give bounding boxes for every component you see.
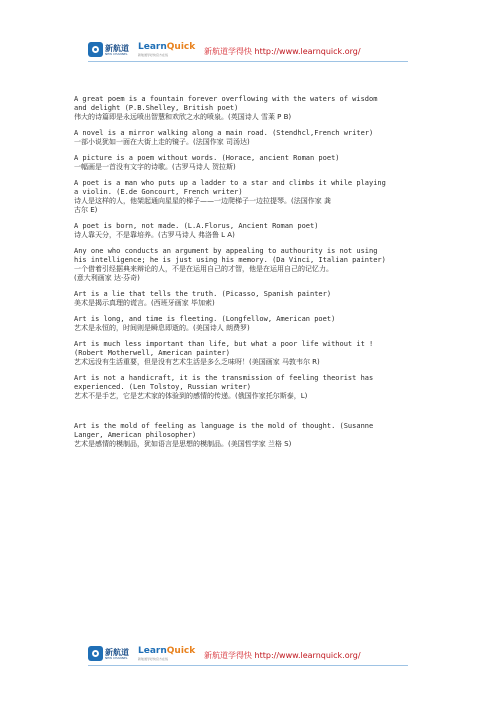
site-link[interactable]: http://www.learnquick.org/ <box>254 651 361 660</box>
site-link[interactable]: http://www.learnquick.org/ <box>254 47 361 56</box>
quote-entry <box>74 340 434 367</box>
quote-chinese: 美术是揭示真理的谎言。(西班牙画家 毕加索) <box>74 299 215 307</box>
quote-chinese: 诗人是这样的人，他架起通向星星的梯子——一边爬梯子一边拉提琴。(法国作家 龚 古尔 E) <box>74 197 331 214</box>
brand-sub: 新航道学好快官方在线 <box>138 657 169 661</box>
quote-entry <box>74 315 434 333</box>
quote-entry <box>74 179 434 215</box>
quote-entry <box>74 422 434 449</box>
quote-chinese: 伟大的诗篇即是永远喷出智慧和欢欣之水的喷泉。(英国诗人 雪莱 P B) <box>74 113 292 121</box>
quote-chinese: 一个借着引经据典来辩论的人，不是在运用自己的才智，他是在运用自己的记忆力。 (意大利画家 达·芬奇) <box>74 265 333 282</box>
newchannel-logo <box>88 646 134 662</box>
brand-name <box>138 42 195 52</box>
tagline-text: 新航道学得快 <box>204 651 252 660</box>
quote-english: Art is much less important than life, but what a poor life without it ! (Robert Motherwell, American painter) <box>74 340 374 357</box>
header-tagline <box>204 46 361 57</box>
newchannel-logo-icon <box>88 42 103 57</box>
footer-banner <box>88 644 408 668</box>
quote-chinese: 艺术不是手艺，它是艺术家的体验到的感情的传递。(俄国作家托尔斯泰，L) <box>74 392 308 400</box>
logo-name: 新航道 <box>105 648 129 657</box>
header-banner <box>88 40 408 64</box>
quote-entry <box>74 129 434 147</box>
newchannel-logo-icon <box>88 646 103 661</box>
quote-chinese: 一部小说犹如一面在大街上走的镜子。(法国作家 司汤达) <box>74 138 250 146</box>
quote-entry <box>74 95 434 122</box>
learnquick-logo <box>138 646 200 662</box>
brand-sub: 新航道学好快官方在线 <box>138 53 169 57</box>
quote-english: Art is a lie that tells the truth. (Picasso, Spanish painter) <box>74 290 332 298</box>
logo-name: 新航道 <box>105 44 129 53</box>
quote-english: A poet is born, not made. (L.A.Florus, Ancient Roman poet) <box>74 222 319 230</box>
quote-english: A poet is a man who puts up a ladder to a star and climbs it while playing a violin. (E.de Goncourt, French writer) <box>74 179 386 196</box>
tagline-text: 新航道学得快 <box>204 47 252 56</box>
header-divider <box>88 61 408 62</box>
learnquick-logo <box>138 42 200 58</box>
quote-entry <box>74 222 434 240</box>
quote-entry <box>74 154 434 172</box>
logo-sub: NEW CHANNEL <box>105 52 128 56</box>
quote-chinese: 诗人靠天分，不是靠培养。(古罗马诗人 弗洛鲁 L A) <box>74 231 235 239</box>
brand-learn: Learn <box>138 646 167 656</box>
quote-english: Art is not a handicraft, it is the transmission of feeling theorist has experienced. (Len Tolstoy, Russian writer) <box>74 374 374 391</box>
quote-chinese: 一幅画是一首没有文字的诗歌。(古罗马诗人 贺拉斯) <box>74 163 236 171</box>
brand-quick: Quick <box>166 646 196 656</box>
footer-divider <box>88 665 408 666</box>
quote-entry <box>74 290 434 308</box>
quote-list <box>74 95 434 456</box>
quote-entry <box>74 374 434 401</box>
quote-english: Art is the mold of feeling as language is the mold of thought. (Susanne Langer, American philosopher) <box>74 422 374 439</box>
quote-chinese: 艺术远没有生活重要，但是没有艺术生活是多么乏味呀！(美国画家 马敦韦尔 R) <box>74 358 320 366</box>
quote-chinese: 艺术是感情的模制品，犹如语言是思想的模制品。(美国哲学家 兰格 S) <box>74 440 292 448</box>
quote-english: Art is long, and time is fleeting. (Longfellow, American poet) <box>74 315 336 323</box>
quote-english: A picture is a poem without words. (Horace, ancient Roman poet) <box>74 154 340 162</box>
quote-entry <box>74 247 434 283</box>
quote-english: A great poem is a fountain forever overflowing with the waters of wisdom and delight (P.B.Shelley, British poet) <box>74 95 378 112</box>
logo-sub: NEW CHANNEL <box>105 656 128 660</box>
brand-quick: Quick <box>166 42 196 52</box>
footer-tagline <box>204 650 361 661</box>
brand-learn: Learn <box>138 42 167 52</box>
newchannel-logo <box>88 42 134 58</box>
brand-name <box>138 646 195 656</box>
quote-english: Any one who conducts an argument by appealing to authourity is not using his intelligence; he is just using his memory. (Da Vinci, Italian painter) <box>74 247 386 264</box>
quote-chinese: 艺术是永恒的，时间则是瞬息即逝的。(美国诗人 朗费罗) <box>74 324 250 332</box>
quote-english: A novel is a mirror walking along a main road. (Stendhcl,French writer) <box>74 129 374 137</box>
